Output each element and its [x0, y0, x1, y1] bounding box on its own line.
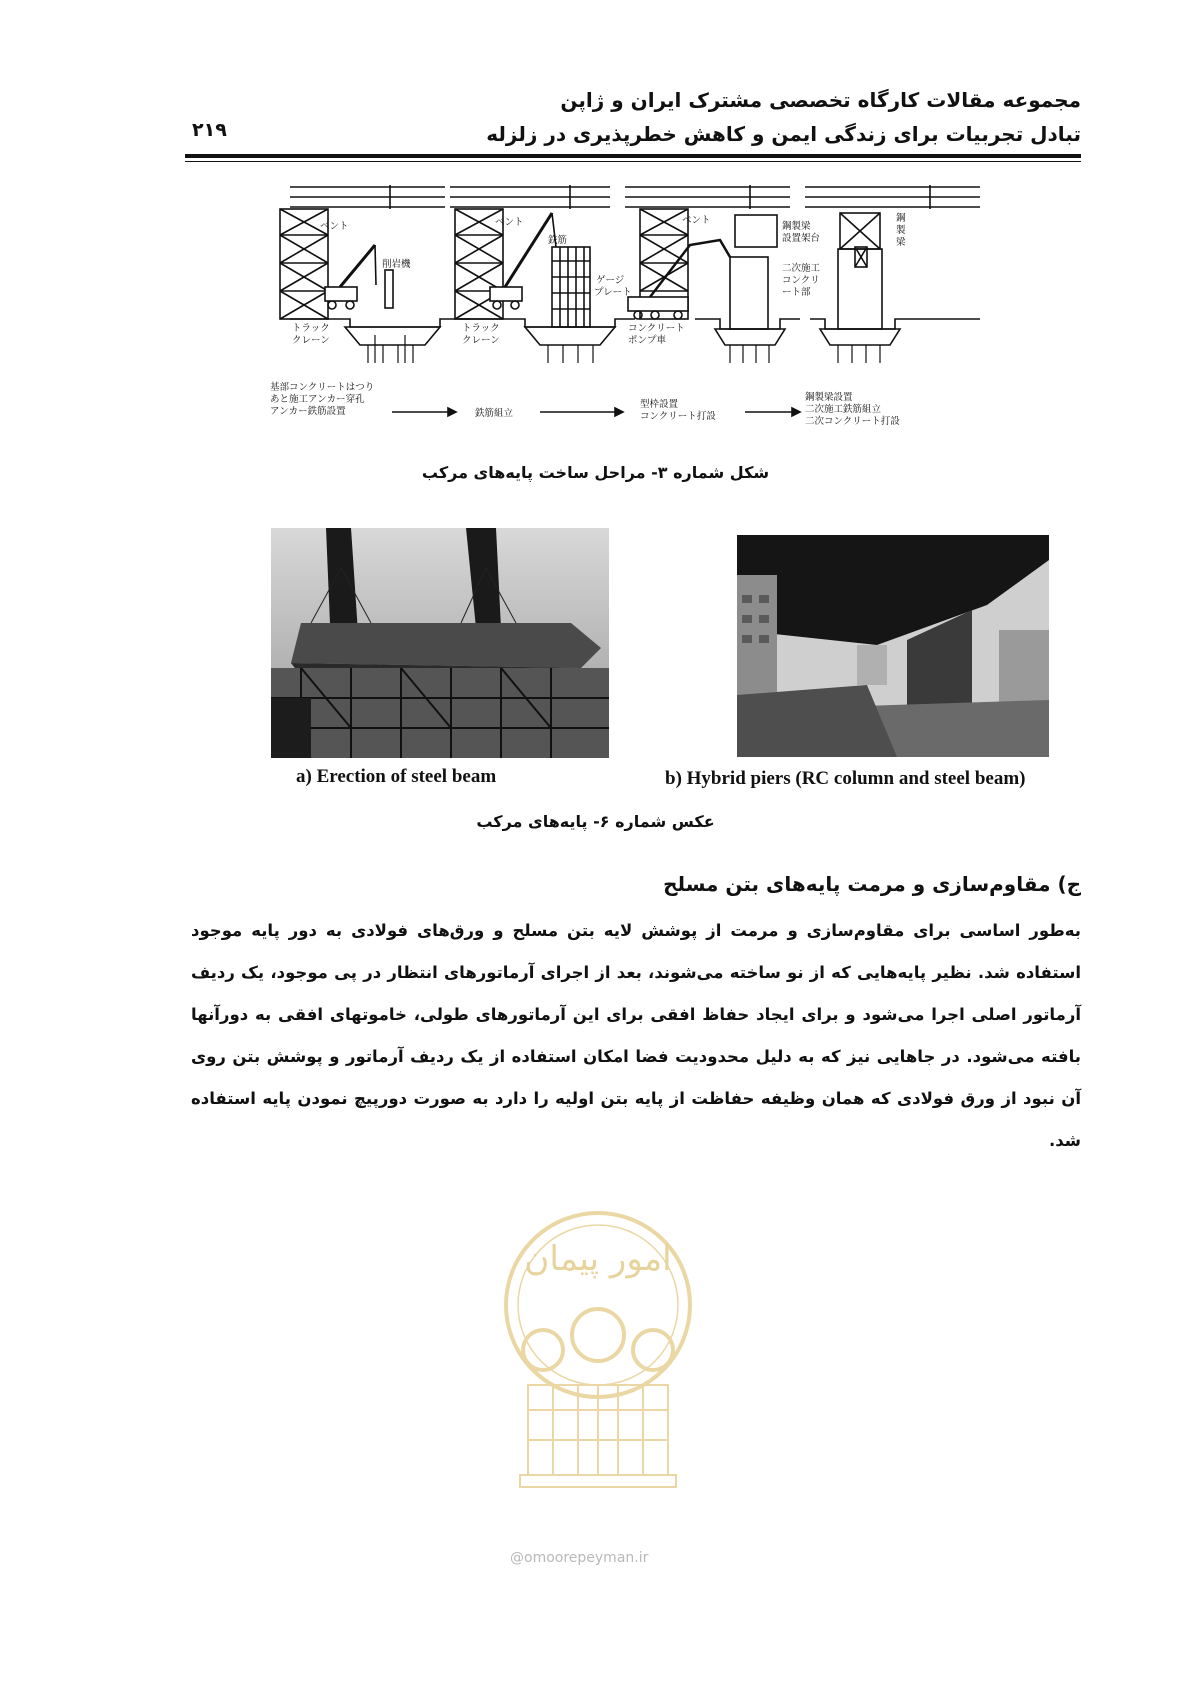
step4-line2: 二次施工鉄筋組立 [805, 404, 882, 415]
label-rock-drill: 削岩機 [382, 259, 411, 270]
page-number: ۲۱۹ [192, 119, 227, 141]
label-pump-2: ポンプ車 [628, 335, 667, 346]
label-steel-beam-stand-2: 設置架台 [782, 233, 821, 244]
step4-line1: 鋼製梁設置 [805, 392, 853, 403]
photo-b-caption: b) Hybrid piers (RC column and steel beam) [665, 768, 1026, 789]
photo6-caption: عکس شماره ۶- پایه‌های مرکب [476, 812, 715, 831]
label-pump-1: コンクリート [628, 323, 685, 334]
step1-line3: アンカー鉄筋設置 [270, 406, 346, 417]
label-secondary-2: コンクリ [782, 275, 820, 286]
label-steel-beam-v2: 製 [896, 225, 906, 236]
photo-a-caption: a) Erection of steel beam [296, 766, 497, 787]
photo-hybrid-piers [737, 535, 1049, 757]
label-steel-beam-v3: 梁 [896, 237, 906, 248]
header-rule-thin [185, 161, 1081, 162]
label-truck-crane-2b: クレーン [462, 335, 500, 346]
watermark-site [510, 1550, 648, 1566]
label-truck-crane-2: トラック [462, 323, 500, 334]
step4-line3: 二次コンクリート打設 [805, 416, 900, 427]
label-steel-beam-v1: 鋼 [896, 213, 906, 224]
label-rebar: 鉄筋 [548, 235, 568, 246]
section-body-paragraph: به‌طور اساسی برای مقاوم‌سازی و مرمت از پوشش لایه بتن مسلح و ورق‌های فولادی به دور پایه موجود استفاده شد. نظیر پایه‌هایی که از نو ساخته می‌شوند، بعد از اجرای آرماتورهای انتظار در پی موجود، یک ردیف آرماتور اصلی اجرا می‌شود و برای ایجاد حفاظ افقی برای این آرماتورهای طولی، خاموتهای افقی به دورآنها بافته می‌شود. در جاهایی نیز که به دلیل محدودیت فضا امکان استفاده از یک ردیف آرماتور و پوشش بتن روی آن نبود از ورق فولادی که همان وظیفه حفاظت از پایه بتن اولیه را دارد به صورت دورپیچ نمودن پایه استفاده شد. [191, 921, 1081, 1150]
label-secondary-1: 二次施工 [782, 263, 821, 274]
step3-line1: 型枠設置 [640, 399, 679, 410]
figure3-caption: شکل شماره ۳- مراحل ساخت پایه‌های مرکب [421, 463, 770, 482]
watermark-site-text: omoorepeyman.ir [524, 1550, 649, 1566]
label-truck-crane-1: トラック [292, 323, 330, 334]
step3-line2: コンクリート打設 [640, 411, 716, 422]
header-title-line1: مجموعه مقالات کارگاه تخصصی مشترک ایران و ژاپن [560, 88, 1081, 112]
label-truck-crane-1b: クレーン [292, 335, 330, 346]
label-gauge-plate-2: プレート [594, 287, 632, 298]
watermark-logo [498, 1195, 698, 1515]
label-gauge-plate-1: ゲージ [596, 275, 625, 286]
step2-label: 鉄筋組立 [475, 408, 514, 419]
at-icon: @ [510, 1550, 524, 1566]
label-secondary-3: ート部 [782, 287, 811, 298]
section-heading: ج) مقاوم‌سازی و مرمت پایه‌های بتن مسلح [663, 872, 1081, 896]
label-bent-1: ベント [320, 221, 349, 232]
photo-erection-of-steel-beam [271, 528, 609, 758]
step1-line1: 基部コンクリートはつり [270, 382, 375, 393]
watermark-logo-text: امور پیمان [524, 1239, 672, 1279]
header-title-line2: تبادل تجربیات برای زندگی ایمن و کاهش خطرپذیری در زلزله [486, 122, 1081, 146]
label-bent-2: ベント [495, 217, 524, 228]
label-bent-3: ベント [682, 215, 711, 226]
header-rule-thick [185, 154, 1081, 158]
label-steel-beam-stand-1: 鋼製梁 [782, 221, 811, 232]
step1-line2: あと施工アンカー穿孔 [270, 394, 365, 405]
construction-stages-diagram [270, 185, 980, 455]
